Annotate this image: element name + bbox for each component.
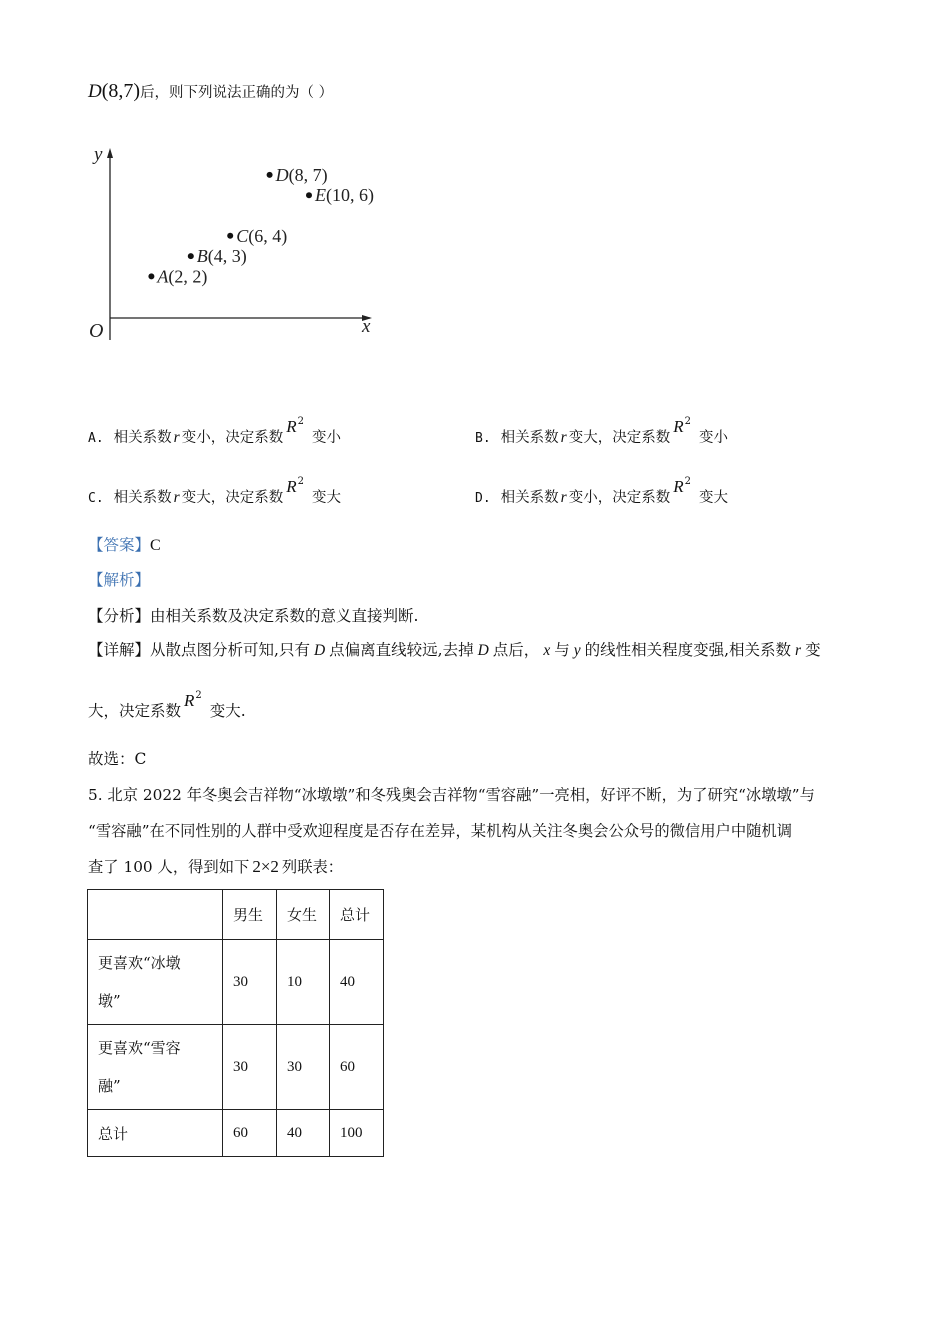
x-axis-label: x — [362, 316, 371, 337]
table-row — [88, 940, 384, 1025]
option-a — [88, 416, 341, 451]
point-label-a: A(2, 2) — [157, 266, 208, 287]
row-label-line2: 墩” — [98, 992, 121, 1010]
detail-line2-b: 变大. — [209, 702, 246, 720]
detail-line2-a: 大，决定系数 — [88, 702, 182, 720]
detail-D1: D — [313, 642, 326, 659]
option-c-pre: 相关系数 — [113, 490, 172, 506]
row-label-line1: 总计 — [98, 1124, 129, 1143]
detail-x: x — [543, 642, 551, 659]
table-cell: 100 — [330, 1110, 384, 1157]
row-label-line1: 更喜欢“雪容 — [98, 1039, 181, 1057]
option-c-mid: 变大，决定系数 — [181, 490, 284, 506]
origin-label: O — [89, 320, 104, 342]
table-row-label — [88, 1110, 223, 1157]
scatter-point-e — [306, 192, 312, 198]
option-a-r: r — [173, 429, 180, 446]
option-b-letter: B. — [475, 431, 491, 446]
table-header-cell: 总计 — [330, 890, 384, 940]
table-cell: 40 — [277, 1110, 330, 1157]
detail-sup: 2 — [195, 690, 202, 701]
table-header-cell: 男生 — [223, 890, 277, 940]
point-label: D — [88, 81, 102, 102]
point-label-d: D(8, 7) — [275, 164, 328, 185]
answer-line — [88, 534, 161, 557]
answer-tag: 【答案】 — [88, 536, 151, 554]
fenxi-text: 由相关系数及决定系数的意义直接判断. — [150, 607, 419, 625]
table-row — [88, 1110, 384, 1157]
detail-r: r — [795, 642, 802, 659]
table-cell: 30 — [223, 940, 277, 1025]
table-cell: 10 — [277, 940, 330, 1025]
table-row-label — [88, 1025, 223, 1110]
option-b-r: r — [560, 429, 567, 446]
fenxi-tag: 【分析】 — [88, 607, 151, 625]
option-c-r: r — [173, 489, 180, 506]
intro-tail: 后，则下列说法正确的为（ ） — [140, 85, 334, 101]
option-b-R: R — [673, 417, 684, 436]
detail-R: R — [184, 691, 195, 710]
table-cell: 60 — [330, 1025, 384, 1110]
q5-line3-b: 列联表： — [281, 858, 344, 876]
q5-line-1: 5. 北京 2022 年冬奥会吉祥物“冰墩墩”和冬残奥会吉祥物“雪容融”一亮相，好评不断，为了研究“冰墩墩”与 — [88, 786, 815, 804]
option-b-sup: 2 — [684, 416, 691, 427]
q5-line-2: “雪容融”在不同性别的人群中受欢迎程度是否存在差异，某机构从关注冬奥会公众号的微信用户中随机调 — [88, 822, 793, 840]
option-c-R: R — [286, 477, 297, 496]
row-label-line1: 更喜欢“冰墩 — [98, 954, 181, 972]
detail-s6: 变 — [805, 641, 821, 659]
option-a-post: 变小 — [311, 430, 341, 446]
table-cell: 40 — [330, 940, 384, 1025]
option-b-pre: 相关系数 — [500, 430, 559, 446]
detail-y: y — [573, 642, 581, 659]
option-d — [475, 476, 728, 511]
option-b-post: 变小 — [698, 430, 728, 446]
detail-s3: 点后， — [492, 641, 540, 659]
detail-s4: 与 — [554, 641, 570, 659]
table-row-label — [88, 940, 223, 1025]
detail-s2: 点偏离直线较远,去掉 — [329, 641, 474, 659]
table-header-row — [88, 890, 384, 940]
option-d-post: 变大 — [698, 490, 728, 506]
detail-line-2 — [88, 690, 246, 725]
detail-line-1 — [88, 639, 821, 662]
option-c — [88, 476, 341, 511]
scatter-point-a — [148, 273, 154, 279]
conclusion: 故选：C — [88, 750, 147, 768]
y-axis-arrow — [107, 148, 113, 158]
contingency-table — [87, 889, 384, 1157]
option-c-letter: C. — [88, 491, 104, 506]
scatter-point-d — [267, 172, 273, 178]
y-axis-label: y — [94, 144, 103, 165]
point-label-c: C(6, 4) — [236, 225, 288, 246]
option-d-r: r — [560, 489, 567, 506]
detail-tag: 【详解】 — [88, 641, 151, 659]
option-d-mid: 变小，决定系数 — [568, 490, 671, 506]
detail-s5: 的线性相关程度变强,相关系数 — [584, 641, 792, 659]
option-d-sup: 2 — [684, 476, 691, 487]
q5-line-3 — [88, 856, 343, 878]
analysis-tag: 【解析】 — [88, 571, 151, 589]
option-d-letter: D. — [475, 491, 491, 506]
answer-value: C — [150, 537, 161, 554]
table-header-cell: 女生 — [277, 890, 330, 940]
q5-line3-a: 查了 100 人，得到如下 — [88, 858, 250, 876]
option-a-sup: 2 — [297, 416, 304, 427]
option-a-letter: A. — [88, 431, 104, 446]
option-a-pre: 相关系数 — [113, 430, 172, 446]
option-c-sup: 2 — [297, 476, 304, 487]
option-a-R: R — [286, 417, 297, 436]
point-label-e: E(10, 6) — [315, 185, 374, 206]
scatter-point-c — [227, 233, 233, 239]
option-d-R: R — [673, 477, 684, 496]
option-d-pre: 相关系数 — [500, 490, 559, 506]
option-b-mid: 变大，决定系数 — [568, 430, 671, 446]
point-coords: (8,7) — [101, 80, 141, 102]
fenxi-line — [88, 605, 418, 627]
detail-D2: D — [477, 642, 489, 659]
scatter-point-b — [188, 253, 194, 259]
table-cell: 30 — [277, 1025, 330, 1110]
table-row — [88, 1025, 384, 1110]
q5-line3-math: 2×2 — [252, 857, 279, 876]
table-header-cell — [88, 890, 223, 940]
detail-s1: 从散点图分析可知,只有 — [150, 641, 310, 659]
table-cell: 30 — [223, 1025, 277, 1110]
table-cell: 60 — [223, 1110, 277, 1157]
question-intro — [88, 80, 333, 103]
scatter-plot — [80, 140, 400, 350]
option-b — [475, 416, 728, 451]
option-a-mid: 变小，决定系数 — [181, 430, 284, 446]
point-label-b: B(4, 3) — [196, 246, 247, 267]
option-c-post: 变大 — [311, 490, 341, 506]
row-label-line2: 融” — [98, 1077, 121, 1095]
